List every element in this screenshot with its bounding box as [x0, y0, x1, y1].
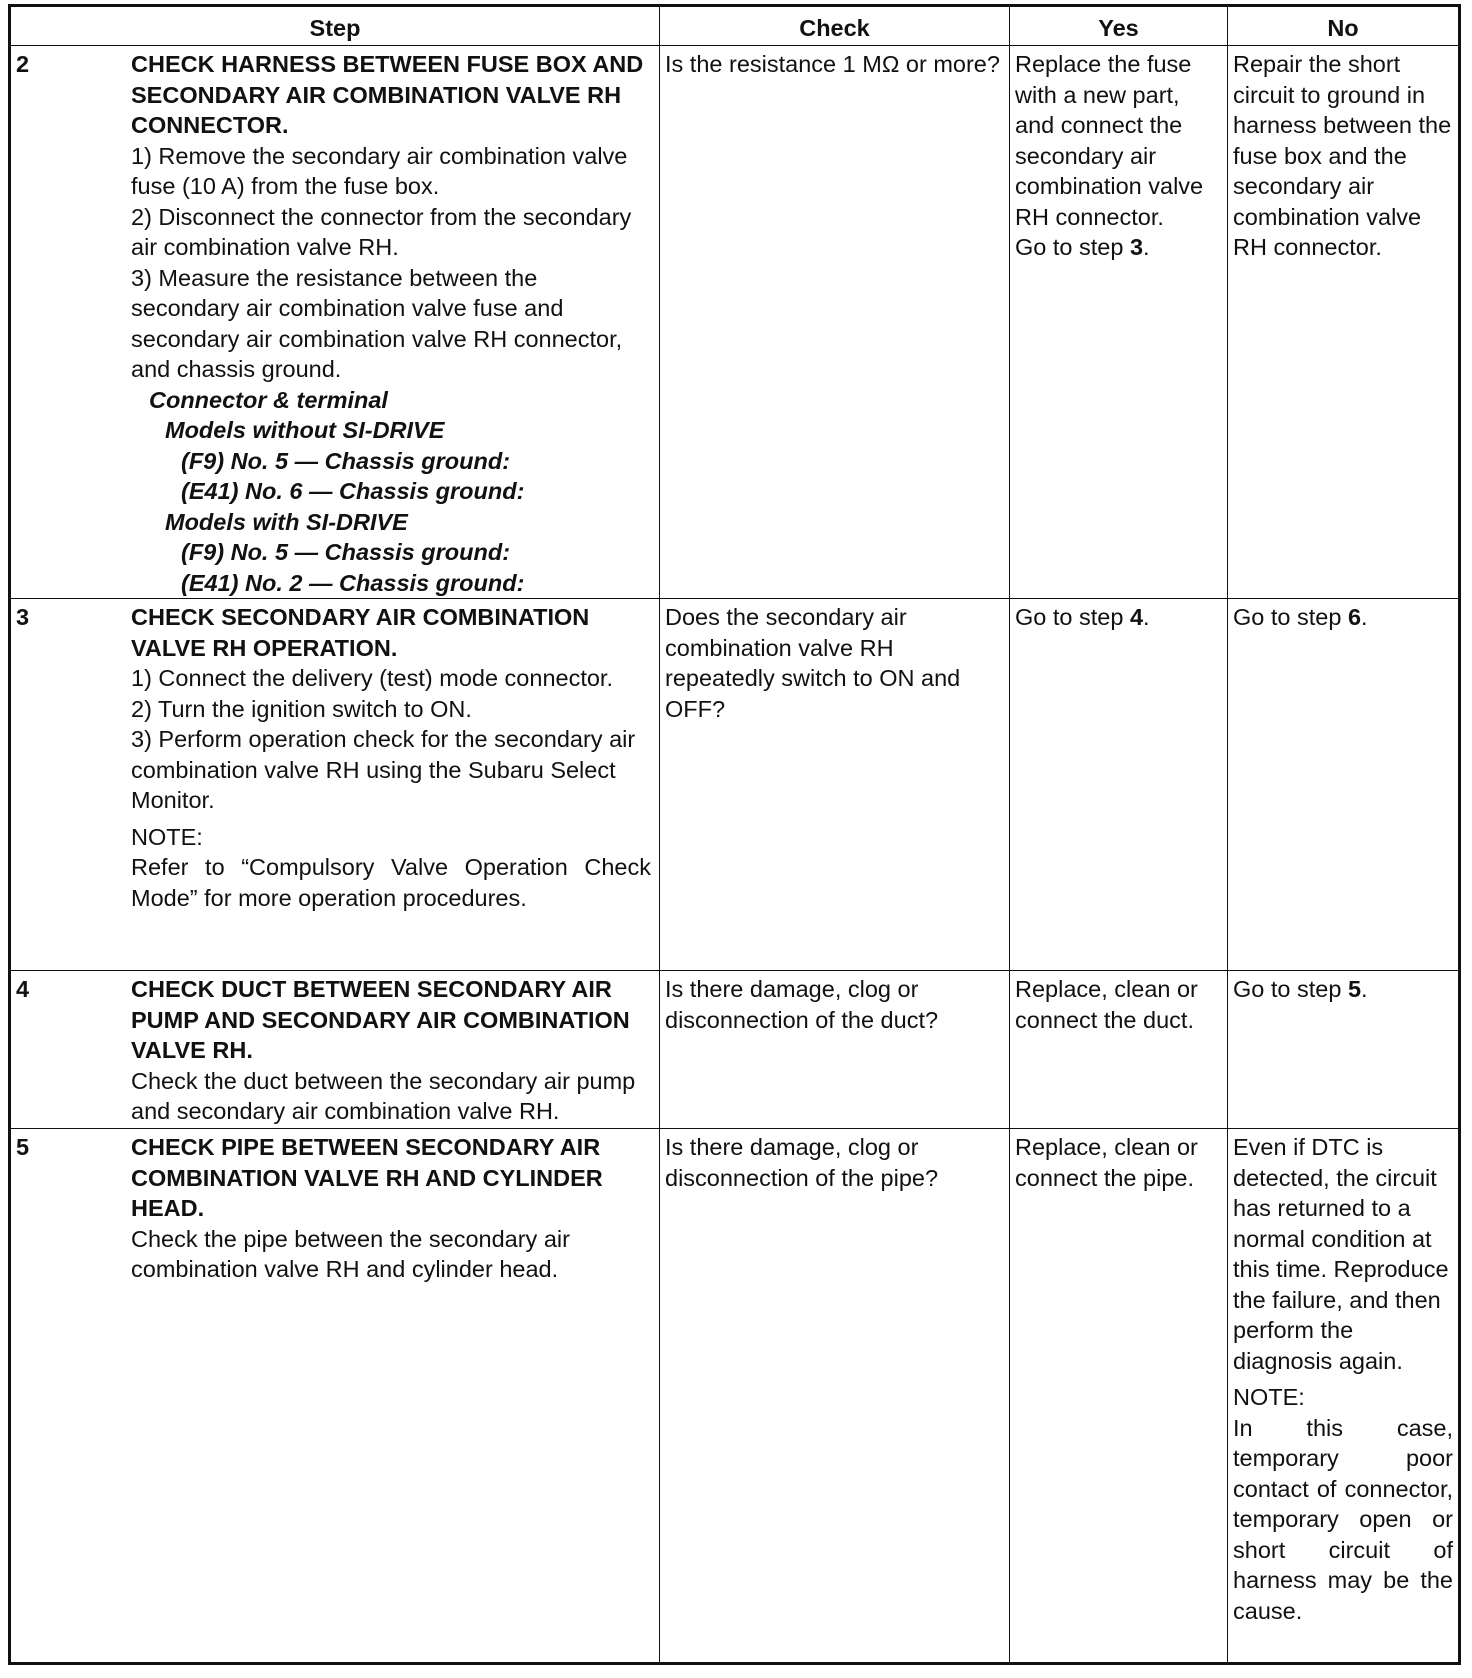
check-question: Is there damage, clog or disconnection of the pipe? [665, 1134, 939, 1191]
check-cell [660, 971, 1010, 1129]
header-step: Step [10, 6, 660, 46]
terminal-item: (F9) No. 5 — Chassis ground: [181, 539, 511, 565]
yes-cell [1010, 971, 1228, 1129]
table-row [10, 46, 1460, 599]
check-question: Is the resistance 1 MΩ or more? [665, 51, 1000, 77]
table-row [10, 1129, 1460, 1664]
step-title: CHECK DUCT BETWEEN SECONDARY AIR PUMP AND SECONDARY AIR COMBINATION VALVE RH. [131, 976, 630, 1063]
terminal-item: (E41) No. 6 — Chassis ground: [181, 478, 525, 504]
step-instruction: 3) Perform operation check for the secondary air combination valve RH using the Subaru Select Monitor. [131, 726, 636, 813]
step-instruction: Check the pipe between the secondary air combination valve RH and cylinder head. [131, 1225, 570, 1282]
step-instruction: 1) Connect the delivery (test) mode connector. [131, 665, 613, 691]
diagnosis-table [8, 4, 1461, 1665]
connector-heading: Connector & terminal [149, 386, 388, 413]
goto-step-number: 3 [1129, 234, 1144, 260]
step-title: CHECK SECONDARY AIR COMBINATION VALVE RH OPERATION. [131, 604, 590, 661]
yes-action: Replace, clean or connect the pipe. [1015, 1134, 1198, 1191]
table-row [10, 599, 1460, 971]
terminal-item: (E41) No. 2 — Chassis ground: [181, 569, 525, 596]
yes-goto: Go to step 4. [1015, 604, 1150, 630]
step-cell [10, 1129, 660, 1664]
step-number: 5 [16, 1134, 30, 1160]
step-number: 4 [16, 976, 30, 1002]
note-text: In this case, temporary poor contact of connector, temporary open or short circuit of harness may be the cause. [1233, 1414, 1453, 1624]
header-row [10, 6, 1460, 46]
step-cell [10, 599, 660, 971]
model-group: Models without SI-DRIVE [165, 417, 445, 443]
no-cell [1228, 971, 1460, 1129]
check-cell [660, 599, 1010, 971]
note-label: NOTE: [1233, 1384, 1305, 1410]
table-row [10, 971, 1460, 1129]
step-title: CHECK HARNESS BETWEEN FUSE BOX AND SECONDARY AIR COMBINATION VALVE RH CONNECTOR. [131, 51, 644, 138]
header-no: No [1228, 6, 1460, 46]
yes-cell [1010, 599, 1228, 971]
step-cell [10, 971, 660, 1129]
no-cell [1228, 1129, 1460, 1664]
check-cell [660, 46, 1010, 599]
goto-step-number: 4 [1129, 604, 1144, 630]
step-instruction: 2) Turn the ignition switch to ON. [131, 695, 472, 722]
yes-goto: Go to step 3. [1015, 234, 1150, 260]
no-goto: Go to step 5. [1233, 976, 1368, 1002]
no-action: Even if DTC is detected, the circuit has returned to a normal condition at this time. Reproduce the failure, and then perform the diagnosis again. [1233, 1134, 1449, 1374]
check-question: Is there damage, clog or disconnection of the duct? [665, 976, 939, 1033]
yes-action: Replace the fuse with a new part, and connect the secondary air combination valve RH connector. [1015, 51, 1204, 230]
goto-step-number: 5 [1347, 976, 1362, 1002]
step-title: CHECK PIPE BETWEEN SECONDARY AIR COMBINATION VALVE RH AND CYLINDER HEAD. [131, 1134, 603, 1221]
header-check: Check [660, 6, 1010, 46]
yes-action: Replace, clean or connect the duct. [1015, 976, 1198, 1033]
yes-cell [1010, 46, 1228, 599]
step-instruction: 3) Measure the resistance between the secondary air combination valve fuse and secondary air combination valve RH connector, and chassis ground. [131, 264, 623, 382]
step-number: 3 [16, 604, 30, 630]
goto-step-number: 6 [1347, 604, 1362, 630]
no-goto: Go to step 6. [1233, 604, 1368, 630]
yes-cell [1010, 1129, 1228, 1664]
no-action: Repair the short circuit to ground in harness between the fuse box and the secondary air combination valve RH connector. [1233, 51, 1452, 260]
note-label: NOTE: [131, 823, 203, 850]
step-instruction: Check the duct between the secondary air pump and secondary air combination valve RH. [131, 1067, 636, 1124]
terminal-item: (F9) No. 5 — Chassis ground: [181, 447, 511, 474]
step-cell [10, 46, 660, 599]
step-instruction: 2) Disconnect the connector from the secondary air combination valve RH. [131, 203, 632, 260]
check-cell [660, 1129, 1010, 1664]
header-yes: Yes [1010, 6, 1228, 46]
note-text: Refer to “Compulsory Valve Operation Check Mode” for more operation procedures. [131, 854, 651, 911]
check-question: Does the secondary air combination valve RH repeatedly switch to ON and OFF? [665, 604, 961, 722]
step-number: 2 [16, 51, 30, 77]
no-cell [1228, 599, 1460, 971]
no-cell [1228, 46, 1460, 599]
model-group: Models with SI-DRIVE [165, 508, 408, 535]
step-instruction: 1) Remove the secondary air combination valve fuse (10 A) from the fuse box. [131, 142, 628, 199]
